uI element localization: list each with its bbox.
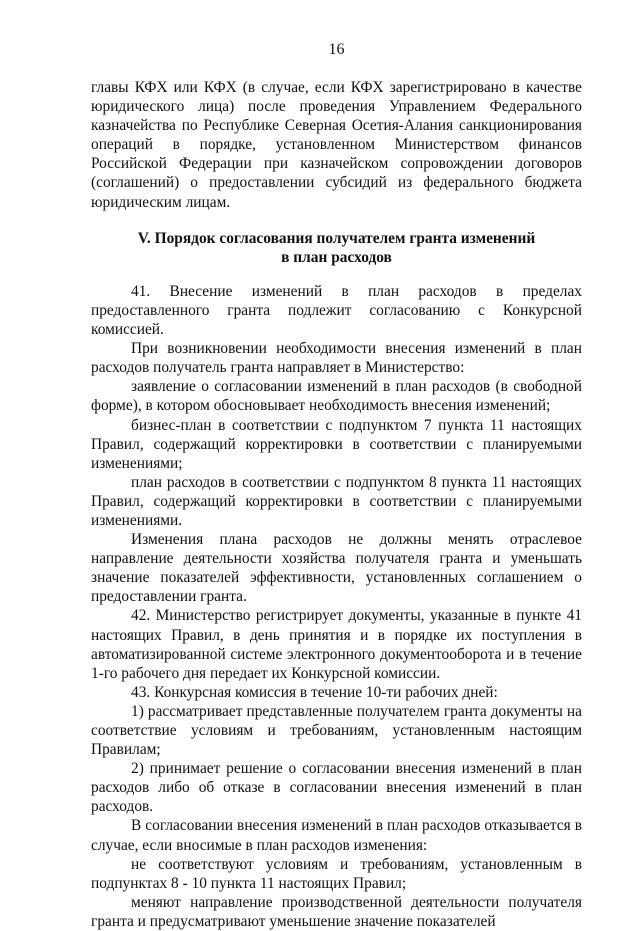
section-heading-line-1: V. Порядок согласования получателем гранта изменений (137, 229, 536, 247)
paragraph-refusal-reason-1: не соответствуют условиям и требованиям, установленным в подпунктах 8 - 10 пункта 11 настоящих Правил; (91, 855, 582, 892)
paragraph-43-item-2: 2) принимает решение о согласовании внесения изменений в план расходов либо об отказе в согласовании внесения изменений в план расходов. (91, 760, 582, 816)
section-heading (91, 229, 582, 267)
paragraph-43-item-1: 1) рассматривает представленные получателем гранта документы на соответствие условиям и требованиям, установленным настоящим Правилам; (91, 702, 582, 759)
paragraph-expense-plan: план расходов в соответствии с подпунктом 8 пункта 11 настоящих Правил, содержащий корректировки в соответствии с планируемыми изменениями. (91, 473, 582, 529)
paragraph-business-plan: бизнес-план в соответствии с подпунктом 7 пункта 11 настоящих Правил, содержащий корректировки в соответствии с планируемыми изменениями; (91, 416, 582, 472)
paragraph-43: 43. Конкурсная комиссия в течение 10-ти рабочих дней: (131, 683, 498, 701)
paragraph-41: 41. Внесение изменений в план расходов в пределах предоставленного гранта подлежит согласованию с Конкурсной комиссией. (91, 282, 582, 339)
paragraph-refusal: В согласовании внесения изменений в план расходов отказывается в случае, если вносимые в план расходов изменения: (91, 817, 582, 854)
paragraph-plan-changes: Изменения плана расходов не должны менять отраслевое направление деятельности хозяйства получателя гранта и уменьшать значение показателей эффективности, установленных соглашением о предоставлении гранта. (91, 531, 582, 606)
paragraph-refusal-reason-2: меняют направление производственной деятельности получателя гранта и предусматривают уменьшение значение показателей (91, 893, 582, 930)
page-number: 16 (328, 41, 345, 58)
section-heading-line-2: в план расходов (281, 248, 392, 266)
intro-paragraph: главы КФХ или КФХ (в случае, если КФХ зарегистрировано в качестве юридического лица) после проведения Управлением Федерального казначейства по Республике Северная Осетия-Алания санкционирования операций в порядке, установленном Министерством финансов Российской Федерации при казначейском сопровождении договоров (соглашений) о предоставлении субсидий из федерального бюджета юридическим лицам. (91, 79, 582, 211)
paragraph-changes-needed: При возникновении необходимости внесения изменений в план расходов получатель гранта направляет в Министерство: (91, 340, 582, 377)
paragraph-application: заявление о согласовании изменений в план расходов (в свободной форме), в котором обосновывает необходимость внесения изменений; (91, 378, 582, 415)
paragraph-42: 42. Министерство регистрирует документы, указанные в пункте 41 настоящих Правил, в день принятия и в порядке их поступления в автоматизированной системе электронного документооборота и в течение 1-го рабочего дня передает их Конкурсной комиссии. (91, 607, 582, 682)
